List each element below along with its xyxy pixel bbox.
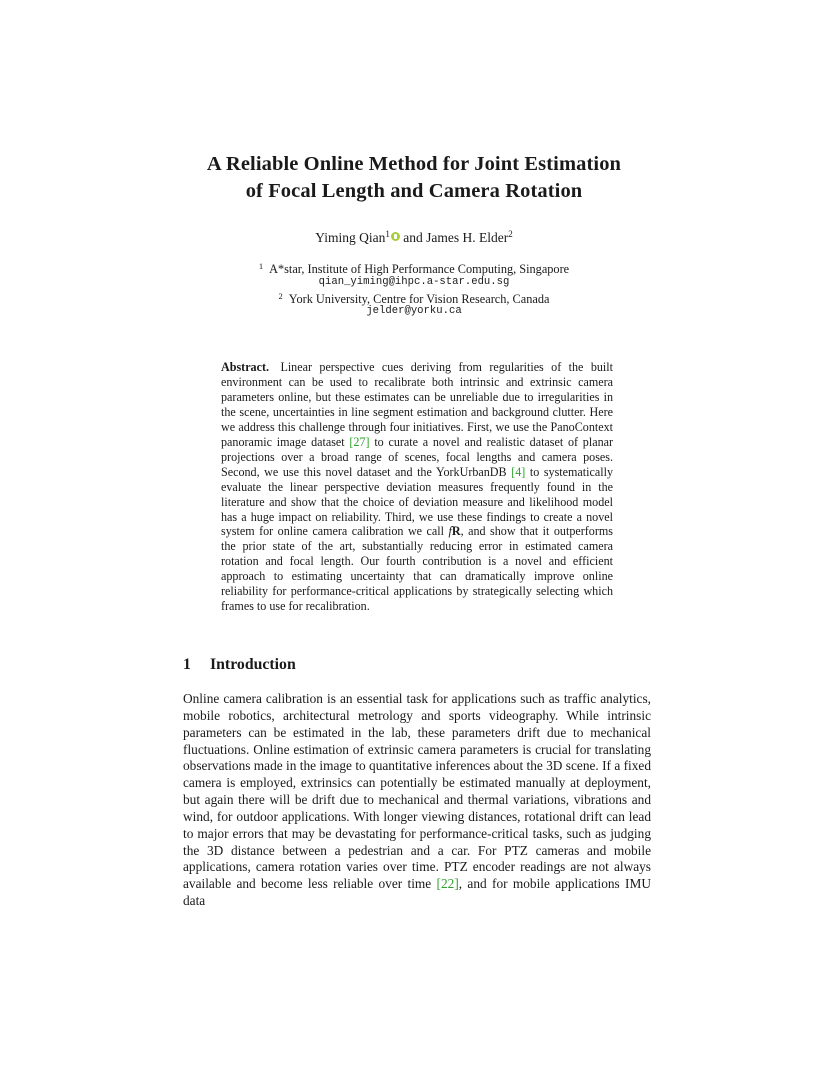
orcid-icon[interactable]	[391, 232, 400, 241]
abstract-text-1: Linear perspective cues deriving from regularities of the built environment can be used to recalibrate both intrinsic and extrinsic camera parameters online, but these estimates can be unreliable due to irregularities in the scene, uncertainties in line segment estimation and background clutter. Here we address this challenge through four initiatives. First, we use the PanoContext panoramic image dataset	[221, 360, 613, 449]
abstract-text-3: to systematically evaluate the linear perspective deviation measures frequently found in the literature and show that the choice of deviation measure and likelihood model has a huge impact on reliability. Third, we use these findings to create a novel system for online camera calibration we call	[221, 464, 614, 539]
method-name-f: f	[448, 524, 452, 539]
introduction-paragraph	[183, 691, 651, 910]
method-name-r: R	[451, 524, 461, 539]
section-number: 1	[183, 656, 191, 673]
author-1-email[interactable]: qian_yiming@ihpc.a-star.edu.sg	[318, 276, 510, 288]
section-title: Introduction	[210, 656, 296, 673]
affiliation-2-text: York University, Centre for Vision Research, Canada	[288, 292, 550, 306]
citation-link-4[interactable]: [4]	[511, 464, 526, 479]
author-2-email[interactable]: jelder@yorku.ca	[366, 305, 462, 317]
author-2-name: James H. Elder	[426, 230, 509, 245]
author-connector: and	[403, 230, 423, 245]
paper-title	[100, 151, 728, 205]
citation-link-27[interactable]: [27]	[349, 434, 370, 449]
section-heading-introduction	[183, 655, 296, 675]
author-2-affiliation-mark: 2	[508, 229, 513, 239]
abstract	[221, 360, 613, 614]
author-1-name: Yiming Qian	[315, 230, 386, 245]
title-line-1: A Reliable Online Method for Joint Estimation	[206, 153, 622, 175]
method-name	[448, 524, 460, 538]
affiliation-2-mark: 2	[278, 291, 283, 301]
author-line	[100, 229, 728, 247]
intro-text-2: , and for mobile applications IMU data	[183, 876, 651, 909]
abstract-label: Abstract.	[221, 360, 270, 374]
title-line-2: of Focal Length and Camera Rotation	[245, 180, 583, 202]
abstract-text-2: to curate a novel and realistic dataset of planar projections over a broad range of scenes, focal lengths and camera poses. Second, we use this novel dataset and the YorkUrbanDB	[221, 434, 614, 479]
affiliation-1-mark: 1	[258, 261, 264, 271]
affiliation-1-text: A*star, Institute of High Performance Computing, Singapore	[269, 262, 570, 276]
author-1-affiliation-mark: 1	[385, 229, 390, 239]
intro-text-1: Online camera calibration is an essential task for applications such as traffic analytics, mobile robotics, architectural metrology and sports videography. While intrinsic parameters can be estimated in the lab, these parameters drift due to mechanical fluctuations. Online estimation of extrinsic camera parameters is crucial for translating observations made in the image to quantitative inferences about the 3D scene. If a fixed camera is employed, extrinsics can potentially be estimated manually at deployment, but again there will be drift due to mechanical and thermal variations, vibrations and wind, for outdoor applications. With longer viewing distances, rotational drift can lead to major errors that may be devastating for performance-critical tasks, such as judging the 3D distance between a pedestrian and a car. For PTZ cameras and mobile applications, camera rotation varies over time. PTZ encoder readings are not always available and become less reliable over time	[183, 691, 651, 892]
abstract-text-4: , and show that it outperforms the prior state of the art, substantially reducing error in estimated camera rotation and focal length. Our fourth contribution is a novel and efficient approach to estimating uncertainty that can dramatically improve online reliability for performance-critical applications by strategically selecting which frames to use for recalibration.	[221, 524, 613, 614]
citation-link-22[interactable]: [22]	[436, 876, 459, 892]
